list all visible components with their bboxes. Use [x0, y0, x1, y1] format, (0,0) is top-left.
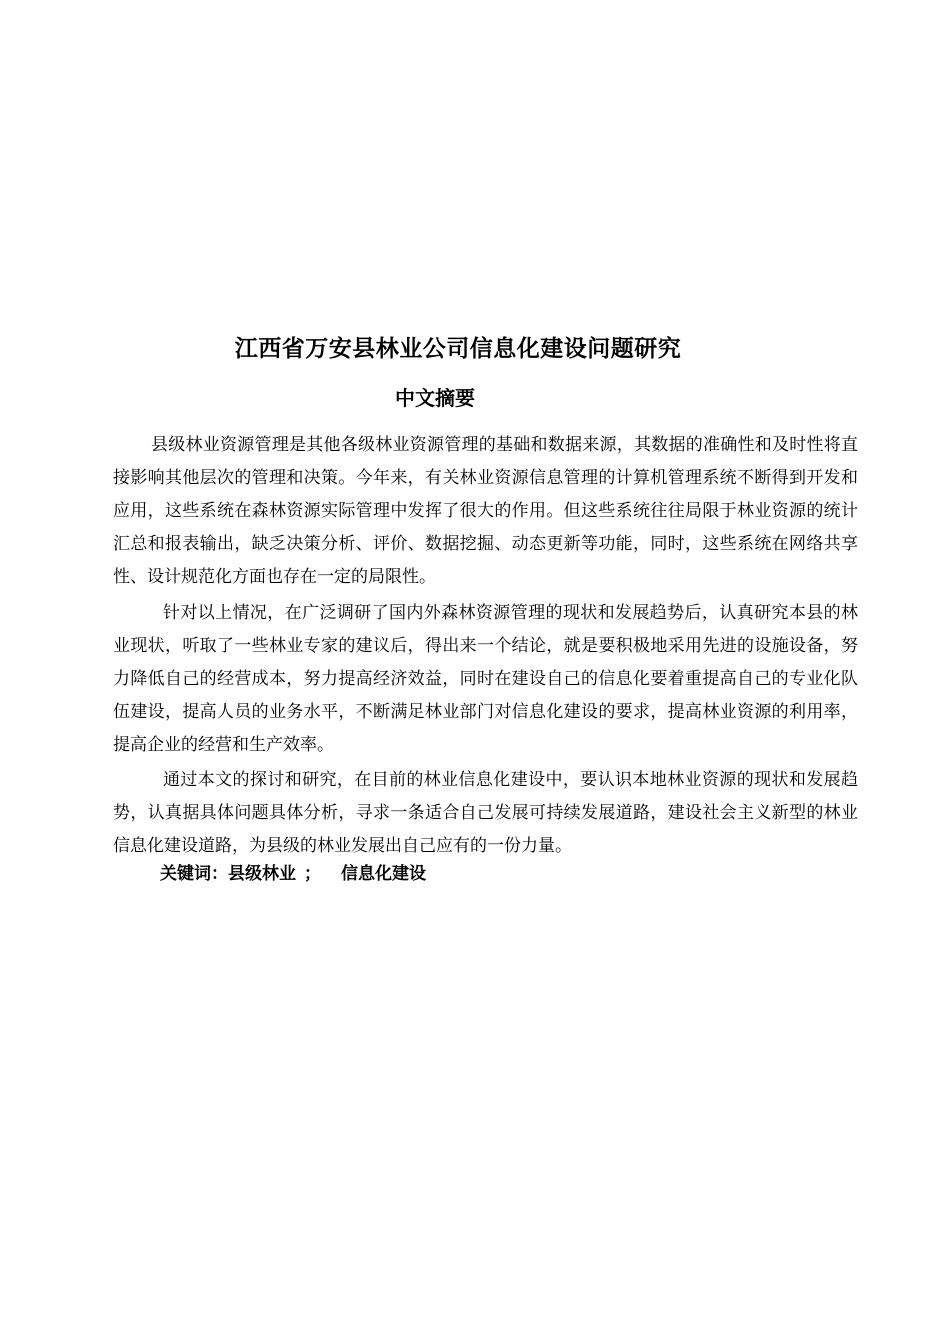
keywords-separator: ； [304, 864, 321, 884]
abstract-paragraph: 通过本文的探讨和研究，在目前的林业信息化建设中，要认识本地林业资源的现状和发展趋势，认真据具体问题具体分析，寻求一条适合自己发展可持续发展道路，建设社会主义新型的林业信息化建设道路，为县级的林业发展出自己应有的一份力量。 [113, 770, 858, 856]
keywords-line [160, 858, 426, 891]
keywords-label: 关键词：县级林业 [160, 864, 296, 884]
keyword-item: 信息化建设 [341, 864, 426, 884]
abstract-paragraph: 针对以上情况，在广泛调研了国内外森林资源管理的现状和发展趋势后，认真研究本县的林业现状，听取了一些林业专家的建议后，得出来一个结论，就是要积极地采用先进的设施设备，努力降低自己的经营成本，努力提高经济效益，同时在建设自己的信息化要着重提高自己的专业化队伍建设，提高人员的业务水平，不断满足林业部门对信息化建设的要求，提高林业资源的利用率，提高企业的经营和生产效率。 [113, 603, 858, 755]
document-title: 江西省万安县林业公司信息化建设问题研究 [234, 336, 682, 362]
abstract-heading: 中文摘要 [395, 386, 475, 410]
abstract-paragraph: 县级林业资源管理是其他各级林业资源管理的基础和数据来源，其数据的准确性和及时性将直接影响其他层次的管理和决策。今年来，有关林业资源信息管理的计算机管理系统不断得到开发和应用，这些系统在森林资源实际管理中发挥了很大的作用。但这些系统往往局限于林业资源的统计汇总和报表输出，缺乏决策分析、评价、数据挖掘、动态更新等功能，同时，这些系统在网络共享性、设计规范化方面也存在一定的局限性。 [113, 435, 858, 587]
